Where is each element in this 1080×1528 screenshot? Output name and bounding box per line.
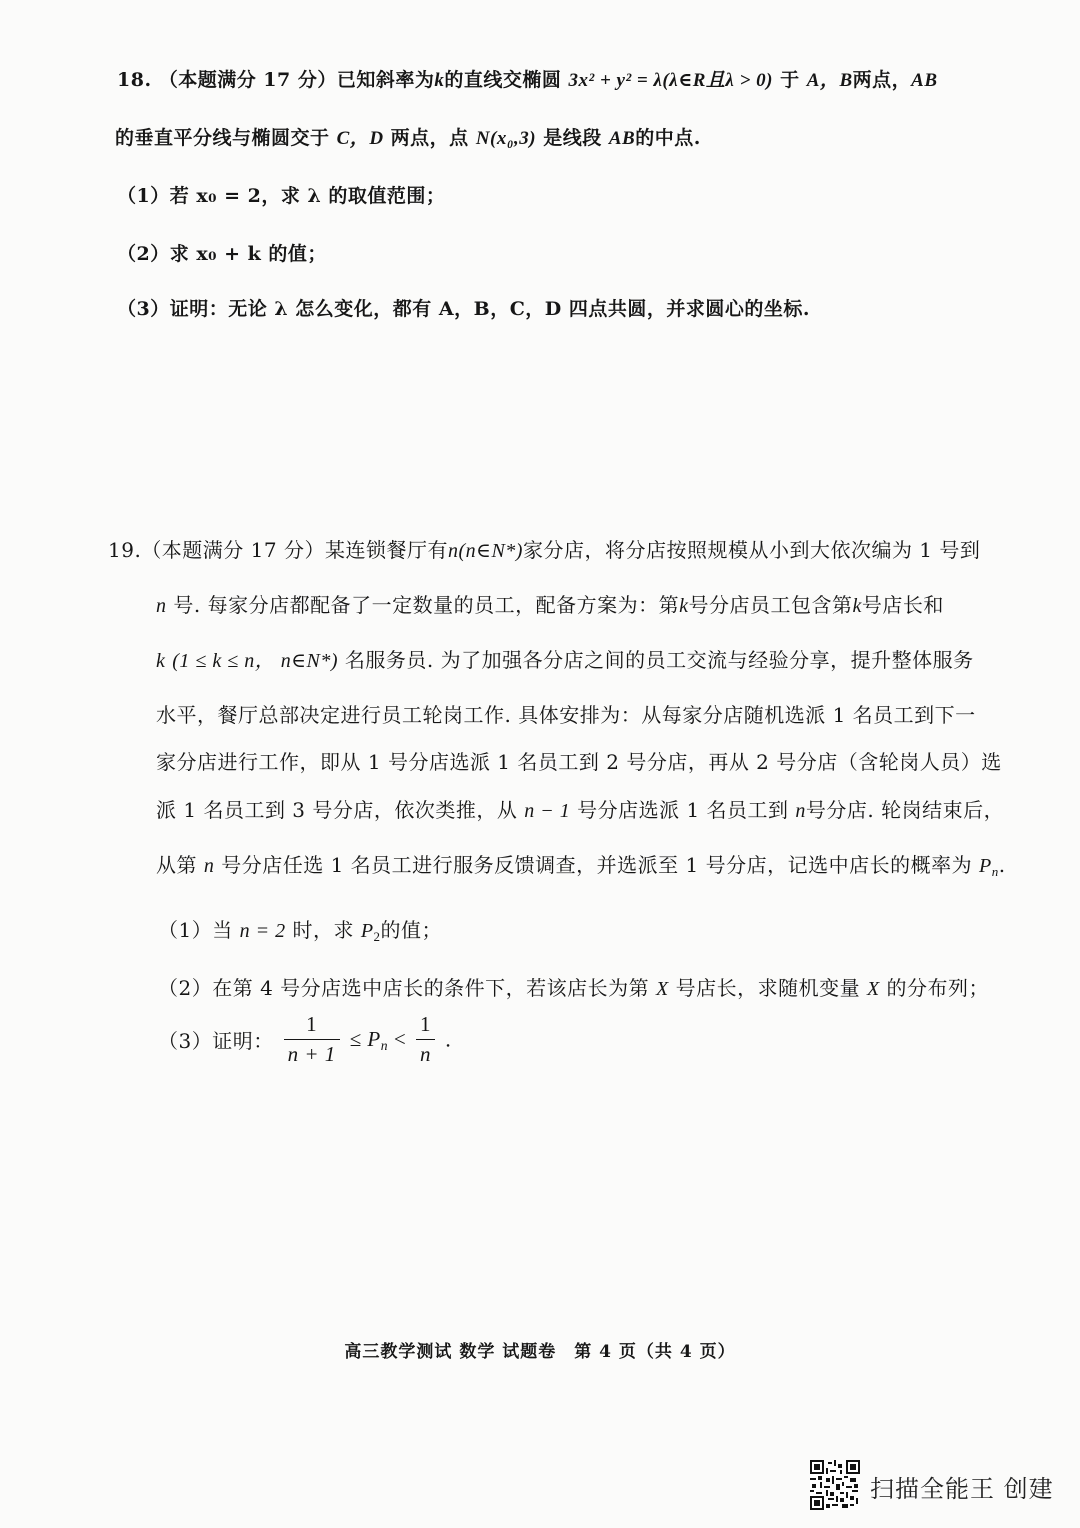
fraction-left xyxy=(284,1012,340,1067)
q19-line6 xyxy=(156,794,1004,823)
q19-text: 号分店. 轮岗结束后， xyxy=(805,798,1005,822)
q19-part2 xyxy=(158,972,989,1001)
fraction-left-numerator: 1 xyxy=(284,1012,340,1040)
q19-number: 19. xyxy=(108,538,142,562)
var-p: P xyxy=(978,855,992,877)
page-footer: 高三教学测试 数学 试题卷 第 4 页（共 4 页） xyxy=(344,1342,736,1362)
q18-points: （本题满分 17 分） xyxy=(158,69,337,91)
var-k: k xyxy=(679,595,689,617)
scanner-watermark: 扫描全能王 创建 xyxy=(870,1475,1054,1503)
q19-line3 xyxy=(156,644,974,673)
q19-text: 号店长，求随机变量 xyxy=(675,976,861,1000)
q18-text: 于 xyxy=(780,69,800,91)
q19-text: . xyxy=(998,853,1006,877)
q19-part3 xyxy=(158,1012,452,1067)
midpoint-n: N(x₀,3) xyxy=(475,128,537,149)
var-c-d: C，D xyxy=(336,128,384,149)
q19-line1 xyxy=(108,534,980,563)
q19-text: （1）当 xyxy=(158,918,233,942)
q19-text: 某连锁餐厅有 xyxy=(324,538,448,562)
q19-text: （2）在第 4 号分店选中店长的条件下，若该店长为第 xyxy=(158,976,650,1000)
var-a-b: A，B xyxy=(806,70,853,91)
var-k: k xyxy=(156,650,166,672)
q19-text: （3）证明： xyxy=(158,1029,274,1053)
expr-n-minus-1: n − 1 xyxy=(524,800,571,822)
q19-text: 派 1 名员工到 3 号分店，依次类推，从 xyxy=(156,798,518,822)
q19-line4: 水平，餐厅总部决定进行员工轮岗工作. 具体安排为：从每家分店随机选派 1 名员工到下一 xyxy=(156,703,976,727)
var-n: n xyxy=(156,595,167,617)
q19-line7 xyxy=(156,849,1006,878)
inequality-middle xyxy=(349,1027,407,1054)
q19-text: 号分店任选 1 名员工进行服务反馈调查，并选派至 1 号分店，记选中店长的概率为 xyxy=(221,853,973,877)
var-k: k xyxy=(434,70,445,91)
sub-n: n xyxy=(991,863,999,879)
fraction-right-numerator: 1 xyxy=(416,1012,435,1040)
q19-points: （本题满分 17 分） xyxy=(141,538,325,562)
prob-p2 xyxy=(361,920,381,942)
q18-text: 两点， xyxy=(852,69,912,91)
var-x: X xyxy=(866,978,880,1000)
q19-text: 号分店员工包含第 xyxy=(688,593,853,617)
q18-text: 的垂直平分线与椭圆交于 xyxy=(115,127,330,149)
fraction-right-denominator: n xyxy=(420,1042,432,1066)
q18-text: 两点，点 xyxy=(390,127,469,149)
q19-text: 号分店选派 1 名员工到 xyxy=(577,798,789,822)
var-ab: AB xyxy=(608,128,636,149)
q19-text: 家分店，将分店按照规模从小到大依次编为 1 号到 xyxy=(522,538,981,562)
range-k: (1 ≤ k ≤ n， n∈N*) xyxy=(172,650,339,672)
prob-pn xyxy=(979,855,999,877)
q19-text: 号. 每家分店都配备了一定数量的员工，配备方案为：第 xyxy=(173,593,680,617)
var-n: n xyxy=(203,855,215,877)
q19-line2 xyxy=(156,589,944,618)
sub-2: 2 xyxy=(373,928,381,944)
q19-text: 名服务员. 为了加强各分店之间的员工交流与经验分享，提升整体服务 xyxy=(344,648,974,672)
q18-line2 xyxy=(115,123,701,150)
q18-part3: （3）证明：无论 λ 怎么变化，都有 A，B，C，D 四点共圆，并求圆心的坐标. xyxy=(117,298,811,320)
q18-line1 xyxy=(117,65,938,92)
q19-text: 的值； xyxy=(380,918,443,942)
lt-sign: < xyxy=(393,1027,407,1051)
qr-code-icon xyxy=(810,1460,860,1510)
q19-text: 从第 xyxy=(156,853,197,877)
var-n: n xyxy=(795,800,806,822)
q19-text: . xyxy=(444,1027,452,1052)
ellipse-equation: 3x² + y² = λ(λ∈R且λ > 0) xyxy=(568,70,774,91)
var-p: P xyxy=(360,920,374,942)
fraction-left-denominator: n + 1 xyxy=(287,1042,336,1066)
q18-text: 的中点. xyxy=(635,127,701,149)
set-n: n(n∈N*) xyxy=(447,540,523,562)
q18-text: 已知斜率为 xyxy=(336,69,435,91)
q19-line5: 家分店进行工作，即从 1 号分店选派 1 名员工到 2 号分店，再从 2 号分店（含轮岗人员）选 xyxy=(156,750,1002,774)
q18-part2: （2）求 x₀ + k 的值； xyxy=(117,243,327,265)
q19-text: 时，求 xyxy=(292,918,354,942)
q19-part1 xyxy=(158,914,442,943)
q19-text: 号店长和 xyxy=(861,593,944,617)
q18-text: 是线段 xyxy=(543,127,602,149)
fraction-right xyxy=(416,1012,435,1067)
q19-text: 的分布列； xyxy=(886,976,990,1000)
q18-text: 的直线交椭圆 xyxy=(444,69,562,91)
q18-number: 18. xyxy=(117,69,152,91)
cond-n-2: n = 2 xyxy=(239,920,286,942)
q18-part1: （1）若 x₀ = 2，求 λ 的取值范围； xyxy=(117,185,446,207)
var-x: X xyxy=(656,978,669,1000)
var-ab: AB xyxy=(911,70,938,91)
sub-n: n xyxy=(380,1038,389,1054)
leq-p: ≤ P xyxy=(349,1027,381,1051)
var-k: k xyxy=(852,595,862,617)
